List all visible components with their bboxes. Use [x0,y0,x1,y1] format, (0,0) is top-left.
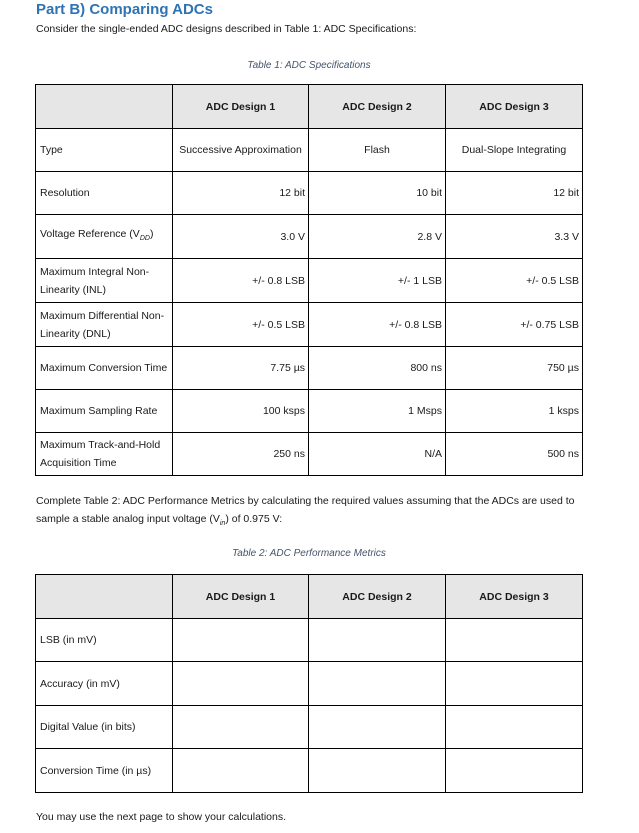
cell-type-design2: Flash [309,129,446,172]
cell-inl-design2: +/- 1 LSB [309,259,446,303]
cell-inl-design3: +/- 0.5 LSB [446,259,583,303]
answer-cell-lsb-design2[interactable] [309,619,446,662]
row-label-conversion-time-us: Conversion Time (in µs) [36,749,173,793]
table-row [36,706,583,749]
instruction-subscript: in [219,520,226,528]
cell-type-design3: Dual-Slope Integrating [446,129,583,172]
section-heading: Part B) Comparing ADCs [36,1,213,18]
adc-specifications-table [35,84,583,476]
answer-cell-digital-design2[interactable] [309,706,446,749]
table-row [36,172,583,215]
cell-sampling-design3: 1 ksps [446,390,583,433]
instruction-text [36,492,596,533]
cell-conversion-design2: 800 ns [309,347,446,390]
table1-header-design3: ADC Design 3 [446,85,583,129]
answer-cell-conversion-design2[interactable] [309,749,446,793]
cell-vref-design3: 3.3 V [446,215,583,259]
intro-text: Consider the single-ended ADC designs described in Table 1: ADC Specifications: [36,23,417,35]
cell-dnl-design1: +/- 0.5 LSB [173,303,309,347]
table1-corner-cell [36,85,173,129]
footer-note: You may use the next page to show your calculations. [36,811,287,823]
cell-acquisition-design2: N/A [309,433,446,476]
cell-dnl-design2: +/- 0.8 LSB [309,303,446,347]
row-label-acquisition-time: Maximum Track-and-Hold Acquisition Time [36,433,173,476]
voltage-reference-label-close: ) [149,227,154,240]
table2-caption: Table 2: ADC Performance Metrics [232,548,386,559]
cell-inl-design1: +/- 0.8 LSB [173,259,309,303]
table1-header-design1: ADC Design 1 [173,85,309,129]
row-label-voltage-reference [36,215,173,259]
row-label-conversion-time: Maximum Conversion Time [36,347,173,390]
answer-cell-lsb-design3[interactable] [446,619,583,662]
cell-conversion-design3: 750 µs [446,347,583,390]
adc-performance-table [35,574,583,793]
instruction-end: ) of 0.975 V: [225,513,283,525]
cell-dnl-design3: +/- 0.75 LSB [446,303,583,347]
table2-corner-cell [36,575,173,619]
answer-cell-digital-design1[interactable] [173,706,309,749]
cell-acquisition-design3: 500 ns [446,433,583,476]
instruction-main: Complete Table 2: ADC Performance Metrics by calculating the required values assuming that the ADCs are used to sample a stable analog input voltage (V [36,495,575,525]
table-row [36,619,583,662]
cell-resolution-design2: 10 bit [309,172,446,215]
answer-cell-digital-design3[interactable] [446,706,583,749]
answer-cell-conversion-design1[interactable] [173,749,309,793]
cell-vref-design1: 3.0 V [173,215,309,259]
table-row [36,749,583,793]
table-row [36,390,583,433]
answer-cell-accuracy-design1[interactable] [173,662,309,706]
cell-acquisition-design1: 250 ns [173,433,309,476]
cell-conversion-design1: 7.75 µs [173,347,309,390]
row-label-sampling-rate: Maximum Sampling Rate [36,390,173,433]
row-label-digital-value: Digital Value (in bits) [36,706,173,749]
answer-cell-accuracy-design2[interactable] [309,662,446,706]
row-label-accuracy: Accuracy (in mV) [36,662,173,706]
table2-header-design2: ADC Design 2 [309,575,446,619]
table-row [36,347,583,390]
cell-vref-design2: 2.8 V [309,215,446,259]
answer-cell-lsb-design1[interactable] [173,619,309,662]
row-label-lsb: LSB (in mV) [36,619,173,662]
table1-header-design2: ADC Design 2 [309,85,446,129]
table-row [36,433,583,476]
answer-cell-accuracy-design3[interactable] [446,662,583,706]
row-label-inl: Maximum Integral Non-Linearity (INL) [36,259,173,303]
table2-header-design3: ADC Design 3 [446,575,583,619]
row-label-dnl: Maximum Differential Non-Linearity (DNL) [36,303,173,347]
row-label-type: Type [36,129,173,172]
cell-resolution-design3: 12 bit [446,172,583,215]
table-row [36,259,583,303]
table-row [36,303,583,347]
answer-cell-conversion-design3[interactable] [446,749,583,793]
cell-sampling-design1: 100 ksps [173,390,309,433]
row-label-resolution: Resolution [36,172,173,215]
voltage-reference-label-text: Voltage Reference (V [40,227,140,240]
table1-caption: Table 1: ADC Specifications [247,60,371,71]
cell-sampling-design2: 1 Msps [309,390,446,433]
cell-type-design1: Successive Approximation [173,129,309,172]
table-row [36,129,583,172]
voltage-reference-subscript: DD [139,235,150,243]
table-row [36,215,583,259]
table-row [36,662,583,706]
table2-header-design1: ADC Design 1 [173,575,309,619]
cell-resolution-design1: 12 bit [173,172,309,215]
